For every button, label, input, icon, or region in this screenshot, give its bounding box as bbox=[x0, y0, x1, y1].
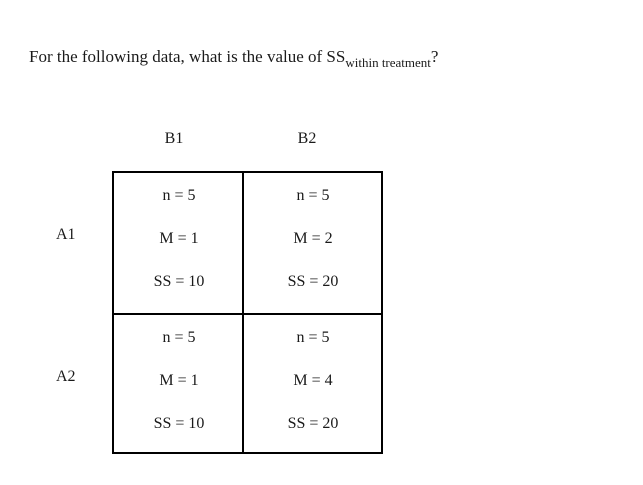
question-prefix: For the following data, what is the value of SS bbox=[29, 47, 346, 66]
cell-a2-b2-n: n = 5 bbox=[296, 329, 330, 346]
row-header-a1: A1 bbox=[56, 226, 76, 243]
question-text bbox=[29, 47, 439, 70]
question-subscript: within treatment bbox=[345, 55, 431, 70]
cell-a1-b1-ss: SS = 10 bbox=[153, 273, 205, 290]
cell-a1-b2-n: n = 5 bbox=[296, 187, 330, 204]
cell-a2-b1-n: n = 5 bbox=[162, 329, 196, 346]
cell-a1-b1-n: n = 5 bbox=[162, 187, 196, 204]
grid-horizontal-divider bbox=[114, 313, 381, 315]
cell-a1-b2-ss: SS = 20 bbox=[287, 273, 339, 290]
column-header-b2: B2 bbox=[297, 130, 317, 147]
cell-a1-b2-mean: M = 2 bbox=[293, 230, 333, 247]
cell-a1-b1-mean: M = 1 bbox=[159, 230, 199, 247]
data-table-grid bbox=[112, 171, 383, 454]
cell-a2-b1-ss: SS = 10 bbox=[153, 415, 205, 432]
row-header-a2: A2 bbox=[56, 368, 76, 385]
column-header-b1: B1 bbox=[164, 130, 184, 147]
cell-a2-b1-mean: M = 1 bbox=[159, 372, 199, 389]
cell-a2-b2-mean: M = 4 bbox=[293, 372, 333, 389]
cell-a2-b2-ss: SS = 20 bbox=[287, 415, 339, 432]
question-suffix: ? bbox=[430, 47, 439, 66]
